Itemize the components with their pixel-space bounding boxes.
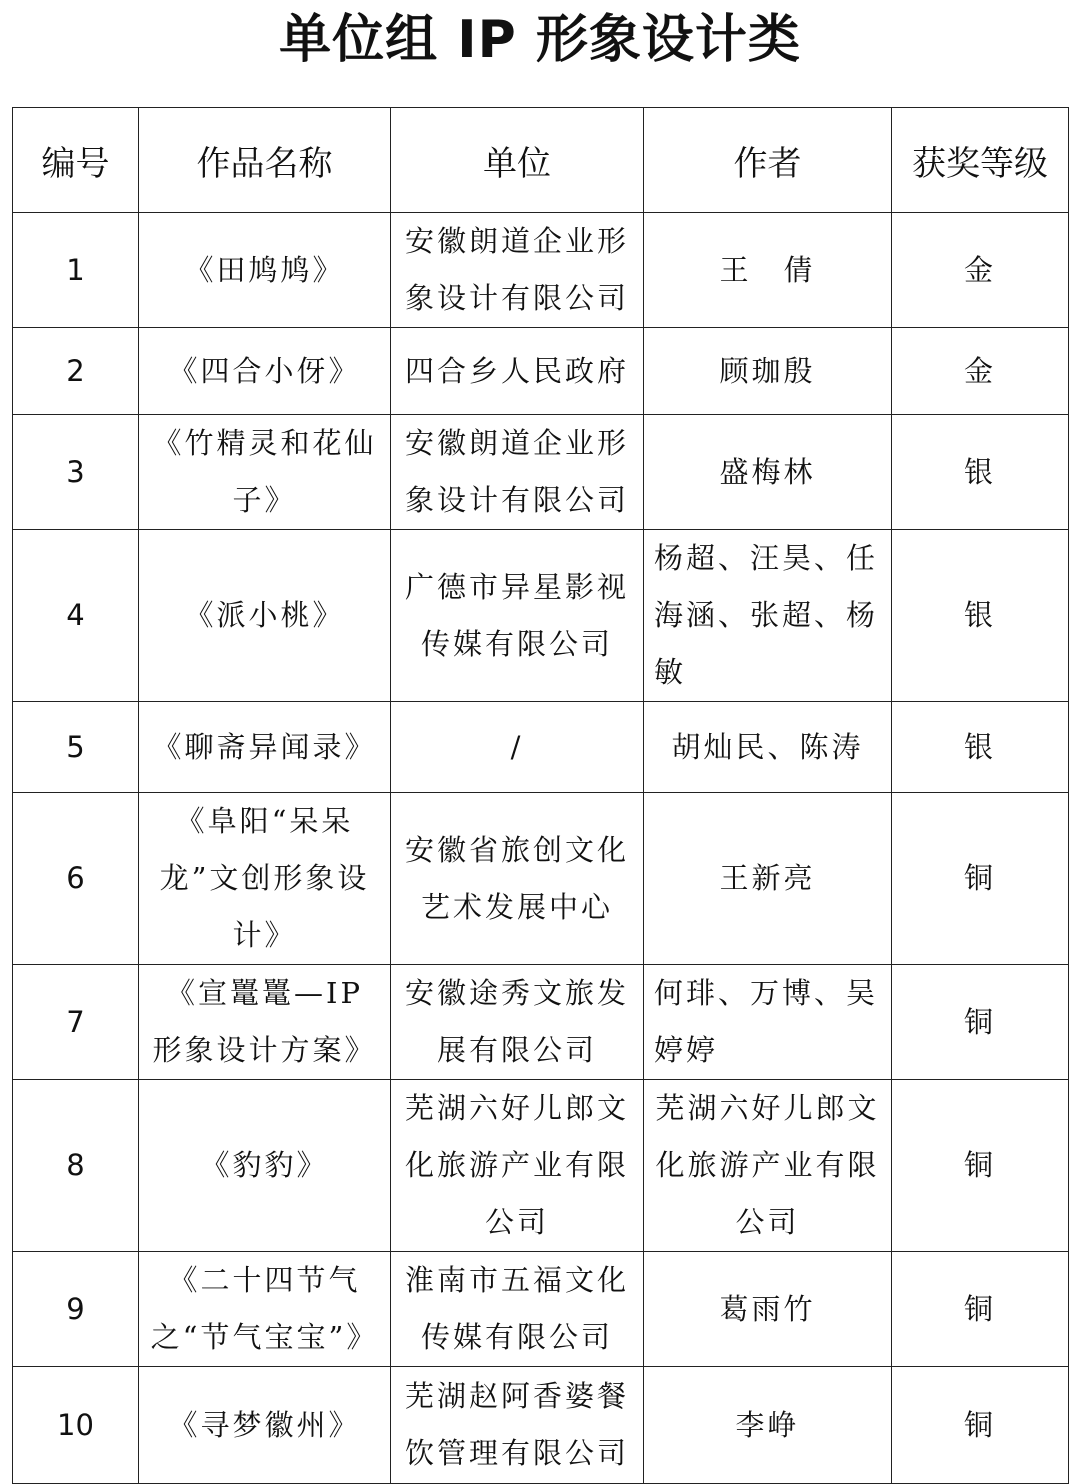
cell-work-name: 《宣鼍鼍—IP 形象设计方案》 [139,965,391,1080]
cell-award-level: 金 [892,328,1069,415]
cell-organization: 安徽朗道企业形象设计有限公司 [391,415,644,530]
cell-author: 葛雨竹 [644,1252,892,1367]
cell-award-level: 金 [892,213,1069,328]
cell-author: 王 倩 [644,213,892,328]
table-row [13,213,1069,328]
cell-number: 1 [13,213,139,328]
cell-work-name: 《竹精灵和花仙子》 [139,415,391,530]
cell-award-level: 银 [892,415,1069,530]
awards-table [12,107,1069,1484]
cell-organization: 芜湖六好儿郎文化旅游产业有限公司 [391,1080,644,1252]
header-award-level: 获奖等级 [892,108,1069,213]
cell-organization: / [391,702,644,793]
cell-work-name: 《阜阳“呆呆龙”文创形象设计》 [139,793,391,965]
table-row [13,965,1069,1080]
cell-number: 5 [13,702,139,793]
cell-organization: 广德市异星影视传媒有限公司 [391,530,644,702]
cell-award-level: 银 [892,702,1069,793]
cell-organization: 安徽朗道企业形象设计有限公司 [391,213,644,328]
cell-number: 2 [13,328,139,415]
cell-author: 李峥 [644,1367,892,1484]
cell-work-name: 《四合小伢》 [139,328,391,415]
cell-award-level: 银 [892,530,1069,702]
cell-author: 胡灿民、陈涛 [644,702,892,793]
table-row [13,702,1069,793]
table-row [13,793,1069,965]
header-number: 编号 [13,108,139,213]
header-work-name: 作品名称 [139,108,391,213]
cell-number: 9 [13,1252,139,1367]
table-row [13,530,1069,702]
header-author: 作者 [644,108,892,213]
cell-author: 芜湖六好儿郎文化旅游产业有限公司 [644,1080,892,1252]
cell-work-name: 《二十四节气之“节气宝宝”》 [139,1252,391,1367]
cell-work-name: 《田鸠鸠》 [139,213,391,328]
cell-author: 王新亮 [644,793,892,965]
cell-number: 7 [13,965,139,1080]
table-row [13,328,1069,415]
cell-organization: 芜湖赵阿香婆餐饮管理有限公司 [391,1367,644,1484]
cell-award-level: 铜 [892,1252,1069,1367]
cell-number: 4 [13,530,139,702]
cell-work-name: 《派小桃》 [139,530,391,702]
cell-work-name: 《豹豹》 [139,1080,391,1252]
header-organization: 单位 [391,108,644,213]
table-row [13,1367,1069,1484]
cell-award-level: 铜 [892,965,1069,1080]
cell-organization: 淮南市五福文化传媒有限公司 [391,1252,644,1367]
cell-number: 6 [13,793,139,965]
cell-award-level: 铜 [892,1367,1069,1484]
table-row [13,1080,1069,1252]
cell-author: 盛梅林 [644,415,892,530]
table-header-row [13,108,1069,213]
page-title: 单位组 IP 形象设计类 [279,10,801,70]
cell-award-level: 铜 [892,1080,1069,1252]
cell-work-name: 《聊斋异闻录》 [139,702,391,793]
cell-author: 顾珈殷 [644,328,892,415]
cell-organization: 安徽途秀文旅发展有限公司 [391,965,644,1080]
table-row [13,1252,1069,1367]
cell-work-name: 《寻梦徽州》 [139,1367,391,1484]
cell-author: 何琲、万博、吴婷婷 [644,965,892,1080]
cell-organization: 安徽省旅创文化艺术发展中心 [391,793,644,965]
cell-number: 8 [13,1080,139,1252]
cell-number: 10 [13,1367,139,1484]
cell-author: 杨超、汪昊、任海涵、张超、杨敏 [644,530,892,702]
table-row [13,415,1069,530]
cell-award-level: 铜 [892,793,1069,965]
cell-organization: 四合乡人民政府 [391,328,644,415]
cell-number: 3 [13,415,139,530]
